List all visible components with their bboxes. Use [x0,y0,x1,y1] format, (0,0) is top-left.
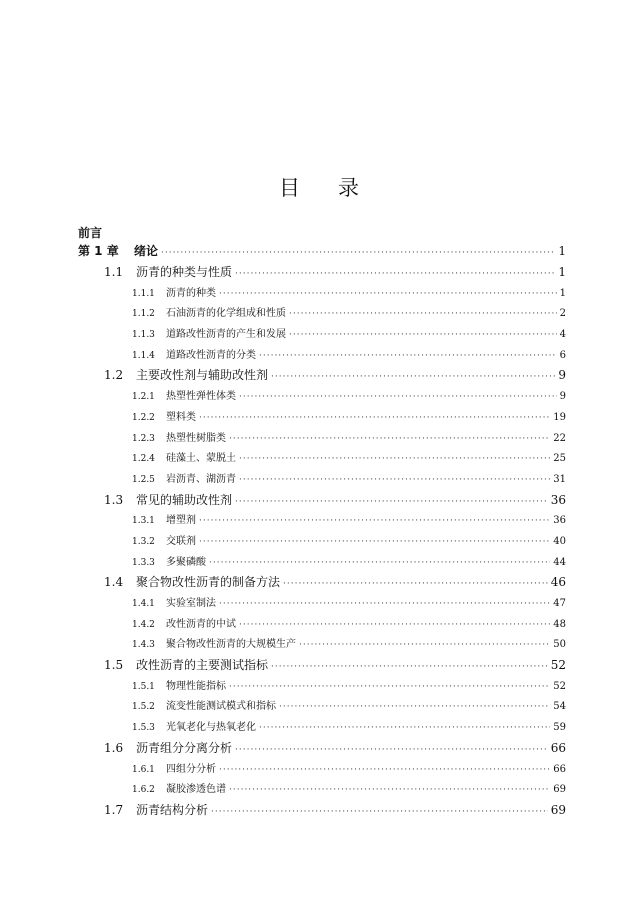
toc-entry [78,594,566,615]
toc-entry-title: 沥青结构分析 [136,802,209,817]
toc-entry [78,532,566,553]
toc-entry-page: 36 [550,492,566,507]
toc-entry-number: 1.2.3 [132,433,155,444]
toc-entry-title: 实验室制法 [166,598,216,609]
toc-entry-number: 1.5.2 [132,702,155,713]
toc-entry-title: 热塑性树脂类 [166,432,226,444]
toc-entry-number: 1.5.3 [132,723,155,734]
toc-entry [78,697,566,718]
toc-leader-dots [235,269,555,279]
toc-leader-dots [209,558,550,568]
toc-entry-number: 1.3.3 [132,557,155,568]
toc-entry-page: 19 [553,411,566,423]
toc-entry-number: 1.2.1 [132,392,155,403]
toc-entry-title: 绪论 [134,244,159,258]
toc-entry [78,346,566,367]
toc-leader-dots [199,537,550,547]
toc-entry-title: 多聚磷酸 [166,556,206,568]
toc-entry-page: 31 [553,473,566,485]
toc-entry-title: 主要改性剂与辅助改性剂 [136,368,269,383]
toc-entry-title: 道路改性沥青的分类 [166,349,256,361]
toc-leader-dots [235,745,548,755]
toc-entry-page: 59 [553,722,566,734]
toc-entry [78,511,566,532]
toc-entry-page: 9 [558,368,566,383]
toc-leader-dots [219,289,557,299]
toc-leader-dots [279,702,550,712]
toc-entry-number: 1.6 [104,740,124,755]
toc-entry-number: 1.1.4 [132,350,155,361]
toc-entry-number: 1.4.3 [132,640,155,651]
toc-entry-page: 9 [559,391,566,403]
toc-leader-dots [271,662,548,672]
toc-entry-number: 第 1 章 [78,244,119,258]
toc-leader-dots [299,640,550,650]
toc-entry [78,470,566,491]
toc-entry-page: 4 [559,329,566,341]
toc-entry [78,366,566,387]
toc-entry-title: 道路改性沥青的产生和发展 [166,329,286,341]
toc-entry-title: 沥青的种类与性质 [136,265,233,279]
toc-entry-page: 52 [550,658,566,673]
toc-leader-dots [283,579,548,589]
toc-entry-title: 改性沥青的中试 [166,618,236,630]
toc-entry-number: 1.5.1 [132,681,155,692]
toc-entry-number: 1.2 [104,368,124,383]
toc-entry [78,491,566,512]
toc-entry-number: 1.3.2 [132,536,155,547]
toc-entry-title: 凝胶渗透色谱 [166,784,226,796]
toc-entry-title: 硅藻土、蒙脱土 [166,453,236,465]
toc-entry-page: 66 [550,740,566,755]
toc-leader-dots [235,497,548,507]
toc-entry [78,760,566,781]
toc-entry-title: 聚合物改性沥青的大规模生产 [166,639,296,651]
toc-entry-title: 塑料类 [166,411,196,423]
toc-entry [78,387,566,408]
toc-entry-page: 22 [553,432,566,444]
toc-leader-dots [211,807,548,817]
toc-entry [78,615,566,636]
toc-entry-page: 52 [553,680,566,692]
toc-entry-number: 1.5 [104,658,124,673]
toc-entry [78,573,566,594]
toc-leader-dots [271,372,555,382]
toc-entry-number: 1.2.4 [132,454,155,465]
toc-leader-dots [289,309,557,319]
toc-entry-number: 1.3 [104,492,124,507]
toc-entry-page: 6 [559,349,566,361]
toc-leader-dots [239,475,550,485]
toc-entry [78,408,566,429]
toc-entry-page: 54 [553,701,566,713]
toc-entry-number: 1.1.2 [132,309,155,320]
toc-entry [78,263,566,284]
toc-entry-title: 热塑性弹性体类 [166,391,236,403]
toc-leader-dots [199,413,550,423]
toc-leader-dots [219,599,550,609]
toc-entry-number: 1.4.2 [132,619,155,630]
toc-leader-dots [229,434,550,444]
toc-entry-page: 50 [553,639,566,651]
toc-entry [78,553,566,574]
toc-entry [78,718,566,739]
toc-leader-dots [259,723,550,733]
toc-entry [78,429,566,450]
toc-entry [78,801,566,822]
table-of-contents [78,242,566,822]
toc-entry-number: 1.1.1 [132,288,155,299]
toc-leader-dots [239,620,550,630]
toc-leader-dots [289,330,557,340]
toc-entry-page: 1 [558,244,566,258]
toc-entry-title: 物理性能指标 [166,680,226,692]
toc-entry-number: 1.6.1 [132,764,155,775]
toc-entry-page: 40 [553,535,566,547]
toc-entry-page: 69 [553,784,566,796]
toc-entry-title: 光氧老化与热氧老化 [166,722,256,734]
toc-entry-number: 1.7 [104,802,124,817]
toc-entry [78,284,566,305]
toc-entry [78,242,566,263]
toc-entry [78,780,566,801]
toc-entry-title: 石油沥青的化学组成和性质 [166,308,286,320]
toc-entry-page: 48 [553,618,566,630]
toc-entry [78,325,566,346]
toc-entry-page: 69 [550,802,566,817]
toc-leader-dots [161,248,555,258]
preface-heading: 前言 [78,226,103,240]
title-char-2: 录 [338,176,359,200]
toc-leader-dots [239,454,550,464]
toc-entry-page: 25 [553,453,566,465]
toc-entry-page: 44 [553,556,566,568]
toc-entry-page: 1 [559,287,566,299]
toc-leader-dots [229,785,550,795]
toc-entry-page: 1 [558,265,566,279]
toc-entry-page: 47 [553,598,566,609]
toc-entry-number: 1.4 [104,575,124,590]
toc-leader-dots [259,351,557,361]
toc-entry-page: 2 [559,308,566,320]
toc-entry-title: 岩沥青、湖沥青 [166,473,236,485]
toc-leader-dots [199,516,550,526]
toc-leader-dots [229,682,550,692]
toc-entry [78,656,566,677]
page-title [0,172,638,202]
toc-entry [78,677,566,698]
toc-entry-title: 常见的辅助改性剂 [136,492,233,507]
toc-entry-title: 交联剂 [166,535,196,547]
toc-entry [78,635,566,656]
toc-entry-page: 36 [553,515,566,527]
toc-entry-title: 改性沥青的主要测试指标 [136,658,269,673]
toc-entry-title: 增塑剂 [166,515,196,527]
toc-leader-dots [219,765,550,775]
toc-entry-title: 四组分分析 [166,763,216,775]
title-char-1: 目 [279,176,300,200]
toc-entry-title: 沥青组分分离分析 [136,740,233,755]
toc-entry-page: 46 [550,575,566,590]
toc-entry [78,304,566,325]
toc-entry-title: 流变性能测试模式和指标 [166,701,276,713]
toc-entry-number: 1.2.5 [132,474,155,485]
toc-entry-number: 1.2.2 [132,412,155,423]
toc-entry-number: 1.3.1 [132,516,155,527]
toc-entry-number: 1.4.1 [132,599,155,609]
toc-entry-number: 1.6.2 [132,785,155,796]
toc-entry-number: 1.1 [104,265,124,279]
toc-leader-dots [239,392,557,402]
toc-entry-title: 聚合物改性沥青的制备方法 [136,575,281,590]
toc-entry-title: 沥青的种类 [166,287,216,299]
toc-entry [78,739,566,760]
toc-entry-page: 66 [553,763,566,775]
toc-entry [78,449,566,470]
toc-entry-number: 1.1.3 [132,330,155,341]
